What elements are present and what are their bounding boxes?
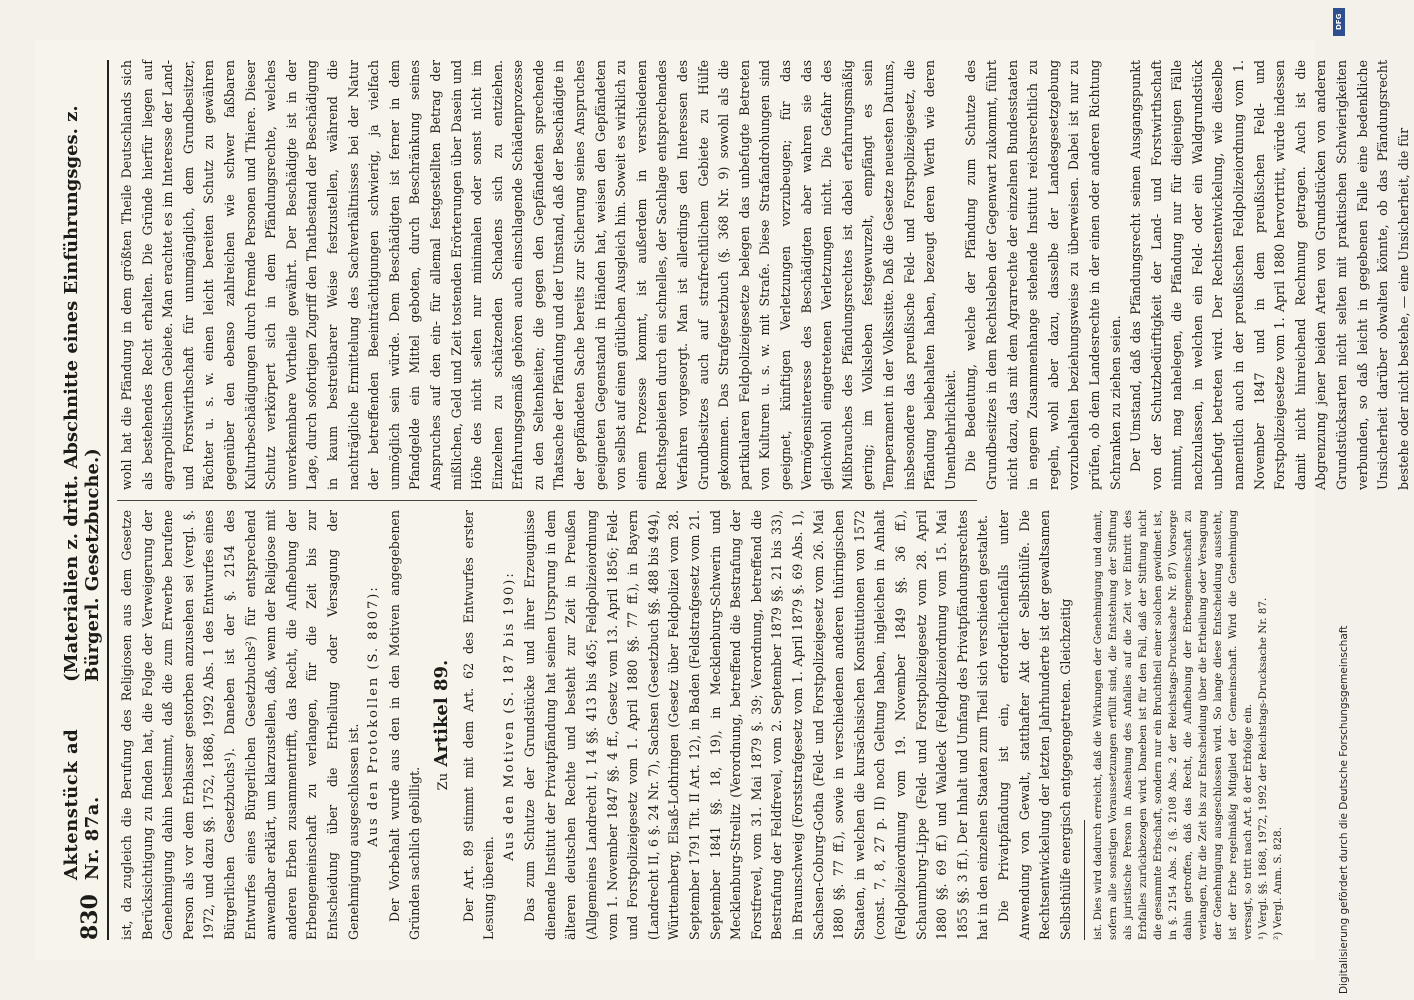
left-column <box>117 510 1286 940</box>
protocol-heading: Aus den Protokollen (S. 8807): <box>366 585 382 847</box>
footnote-separator <box>1084 820 1085 940</box>
digitization-credit <box>1324 6 1350 994</box>
left-paragraph-4: Das zum Schutze der Grundstücke und ihrer Erzeugnisse dienende Institut der Privatpfändung hat seinen Ursprung in dem älteren deutschen Rechte und besteht zur Zeit in Preußen (Allgemeines Landrecht I, 14 §§. 413 bis 465; Feldpolizeiordnung vom 1. November 1847 §§. 4 ff., Gesetz vom 13. April 1856; Feld- und Forstpolizeigesetz vom 1. April 1880 §§. 77 ff.), in Bayern (Landrecht II, 6 §. 24 Nr. 7), Sachsen (Gesetzbuch §§. 488 bis 494), Württemberg, Elsaß-Lothringen (Gesetz über Feldpolizei vom 28. September 1791 Tit. II Art. 12), in Baden (Feldstrafgesetz vom 21. September 1841 §§. 18, 19), in Mecklenburg-Schwerin und Mecklenburg-Strelitz (Verordnung, betreffend die Bestrafung der Forstfrevel, vom 31. Mai 1879 §. 39; Verordnung, betreffend die Bestrafung der Feldfrevel, vom 2. September 1879 §§. 21 bis 33), in Braunschweig (Forststrafgesetz vom 1. April 1879 §. 69 Abs. 1), Sachsen-Coburg-Gotha (Feld- und Forstpolizeigesetz vom 26. Mai 1880 §§. 77 ff.), sowie in verschiedenen anderen thüringischen Staaten, in welchen die kursächsischen Konstitutionen von 1572 (const. 7, 8, 27 p. II) noch Geltung haben, ingleichen in Anhalt (Feldpolizeiordnung vom 19. November 1849 §§. 36 ff.), Schaumburg-Lippe (Feld- und Forstpolizeigesetz vom 28. April 1880 §§. 69 ff.) und Waldeck (Feldpolizeiordnung vom 15. Mai 1855 §§. 3 ff.). Der Inhalt und Umfang des Privatpfändungsrechtes hat in den einzelnen Staaten zum Theil sich verschieden gestaltet. <box>522 510 991 940</box>
footnotes <box>1091 510 1286 940</box>
dfg-logo: DFG <box>1333 8 1345 36</box>
article-heading <box>432 510 455 940</box>
article-title: Artikel 89. <box>430 659 452 767</box>
running-title: Aktenstück ad Nr. 87a. <box>61 728 103 881</box>
footnote-continuation: ist. Dies wird dadurch erreicht, daß die Wirkungen der Genehmigung und damit, sofern alle sonstigen Voraussetzungen erfüllt sind, die Entstehung der Stiftung als juristische Person in Ansehung des Anfalles auf die Zeit vor Eintritt des Erbfalles zurückbezogen wird. Daneben ist für den Fall, daß der Stiftung nicht die gesammte Erbschaft, sondern nur ein Bruchtheil einer solchen gewidmet ist, in §. 2154 Abs. 2 (§. 2108 Abs. 2 der Reichstags-Drucksache Nr. 87) Vorsorge dahin getroffen, daß das Recht, die Aufhebung der Erbengemeinschaft zu verlangen, für die Zeit bis zur Entscheidung über die Ertheilung oder Versagung der Genehmigung ausgeschlossen wird. So lange diese Entscheidung aussteht, ist der Erbe regelmäßig Mitglied der Gemeinschaft. Wird die Genehmigung versagt, so tritt nach Art. 8 der Erbfolge ein. <box>1092 510 1255 940</box>
right-column <box>117 60 1414 490</box>
left-paragraph-3: Der Art. 89 stimmt mit dem Art. 62 des Entwurfes erster Lesung überein. <box>460 510 497 940</box>
page-number: 830 <box>77 894 103 940</box>
column-divider <box>117 500 977 501</box>
running-header <box>63 60 103 940</box>
article-intro: Zu <box>435 772 451 791</box>
left-paragraph-5: Die Privatpfändung ist ein, erforderlichenfalls unter Anwendung von Gewalt, statthafter Akt der Selbsthülfe. Die Rechtsentwickelung der letzten Jahrhunderte ist der gewaltsamen Selbsthülfe energisch entgegengetreten. Gleichzeitig <box>995 510 1073 940</box>
motives-heading: Aus den Motiven (S. 187 bis 190): <box>501 571 517 861</box>
left-paragraph-1: ist, da zugleich die Berufung des Religiosen aus dem Gesetze Berücksichtigung zu finden hat, die Folge der Verweigerung der Genehmigung dahin bestimmt, daß die zum Erwerbe berufene Person als vor dem Erblasser gestorben anzusehen sei (vergl. §. 1972, und dazu §§. 1752, 1868, 1992 Abs. 1 des Entwurfes eines Bürgerlichen Gesetzbuchs¹). Daneben ist der §. 2154 des Entwurfes eines Bürgerlichen Gesetzbuchs²) für entsprechend anwendbar erklärt, um klarzustellen, daß, wenn der Religiose mit anderen Erben zusammentrifft, das Recht, die Aufhebung der Erbengemeinschaft zu verlangen, für die Zeit bis zur Entscheidung über die Ertheilung oder Versagung der Genehmigung ausgeschlossen ist. <box>119 510 361 940</box>
credit-text: Digitalisierung gefördert durch die Deutsche Forschungsgemeinschaft <box>1338 625 1350 994</box>
left-paragraph-2: Der Vorbehalt wurde aus den in den Motiven angegebenen Gründen sachlich gebilligt. <box>386 510 423 940</box>
footnote-1: ¹) Vergl. §§. 1868, 1972, 1992 der Reichstags-Drucksache Nr. 87. <box>1257 597 1270 940</box>
header-rule <box>107 60 109 940</box>
right-paragraph-3: Der Umstand, daß das Pfändungsrecht seinen Ausgangspunkt von der Schutzbedürftigkeit der Land- und Forstwirthschaft nimmt, mag nahelegen, die Pfändung nur für diejenigen Fälle nachzulassen, in welchen ein Feld- oder ein Waldgrundstück unbefugt betreten wird. Der Rechtsentwickelung, wie dieselbe namentlich auch in der preußischen Feldpolizeiordnung vom 1. November 1847 und in dem preußischen Feld- und Forstpolizeigesetze vom 1. April 1880 hervortritt, würde indessen damit nicht hinreichend Rechnung getragen. Auch ist die Abgrenzung jener beiden Arten von Grundstücken von anderen Grundstücksarten nicht selten mit praktischen Schwierigkeiten verbunden, so daß leicht in gegebenen Falle eine bedenkliche Unsicherheit darüber obwalten könnte, ob das Pfändungsrecht bestehe oder nicht bestehe, — eine Unsicherheit, die für <box>1128 60 1411 490</box>
right-paragraph-2: Die Bedeutung, welche der Pfändung zum Schutze des Grundbesitzes in dem Rechtsleben der Gegenwart zukommt, führt nicht dazu, das mit dem Agrarrechte der einzelnen Bundesstaaten in engem Zusammenhange stehende Institut reichsrechtlich zu regeln, wohl aber dazu, dasselbe der Landesgesetzgebung vorzubehalten beziehungsweise zu überweisen. Dabei ist nur zu prüfen, ob dem Landesrechte in der einen oder anderen Richtung Schranken zu ziehen seien. <box>963 60 1123 490</box>
right-paragraph-1: wohl hat die Pfändung in dem größten Theile Deutschlands sich als bestehendes Recht erhalten. Die Gründe hierfür liegen auf agrarpolitischem Gebiete. Man erachtet es im Interesse der Land- und Forstwirthschaft für unumgänglich, dem Grundbesitzer, Pächter u. s. w. einen leicht bereiten Schutz zu gewähren gegenüber den ebenso zahlreichen wie schwer faßbaren Kulturbeschädigungen durch fremde Personen und Thiere. Dieser Schutz verkörpert sich in dem Pfändungsrechte, welches unverkennbare Vortheile gewährt. Der Beschädigte ist in der Lage, durch sofortigen Zugriff den Thatbestand der Beschädigung in kaum bestreitbarer Weise festzustellen, während die nachträgliche Ermittelung des Sachverhältnisses bei der Natur der betreffenden Beeinträchtigungen schwierig, ja vielfach unmöglich sein würde. Dem Beschädigten ist ferner in dem Pfandgelde ein Mittel geboten, durch Beschränkung seines Anspruches auf den ein- für allemal festgestellten Betrag der mißlichen, Geld und Zeit tostenden Erörterungen über Dasein und Höhe des nicht selten nur minimalen oder sonst nicht im Einzelnen zu schätzenden Schadens sich zu entziehen. Erfahrungsgemäß gehören auch einschlagende Schädenprozesse zu den Seltenheiten; die gegen den Gepfändeten sprechende Thatsache der Pfändung und der Umstand, daß der Beschädigte in der gepfändeten Sache bereits zur Sicherung seines Anspruches geeigneten Gegenstand in Händen hat, weisen den Gepfändeten von selbst auf einen gütlichen Ausgleich hin. Soweit es wirklich zu einem Prozesse kommt, ist außerdem in verschiedenen Rechtsgebieten durch ein schnelles, der Sachlage entsprechendes Verfahren vorgesorgt. Man ist allerdings den Interessen des Grundbesitzes auch auf strafrechtlichem Gebiete zu Hülfe gekommen. Das Strafgesetzbuch (§. 368 Nr. 9) sowohl als die partikularen Feldpolizeigesetze belegen das unbefugte Betreten von Kulturen u. s. w. mit Strafe. Diese Strafandrohungen sind geeignet, künftigen Verletzungen vorzubeugen; für das Vermögensinteresse des Beschädigten aber wahren sie das gleichwohl eingetretenen Verletzungen nicht. Die Gefahr des Mißbrauches des Pfändungsrechtes ist dabei erfahrungsmäßig gering; im Volksleben festgewurzelt, empfängt es sein Temperament in der Volkssitte. Daß die Gesetze neuesten Datums, insbesondere das preußische Feld- und Forstpolizeigesetz, die Pfändung beibehalten haben, bezeugt deren Werth wie deren Unentbehrlichkeit. <box>119 60 958 490</box>
running-subtitle: (Materialien z. dritt. Abschnitte eines Einführungsges. z. Bürgerl. Gesetzbuche.) <box>61 105 103 682</box>
footnote-2: ²) Vergl. Anm. S. 828. <box>1272 827 1285 940</box>
